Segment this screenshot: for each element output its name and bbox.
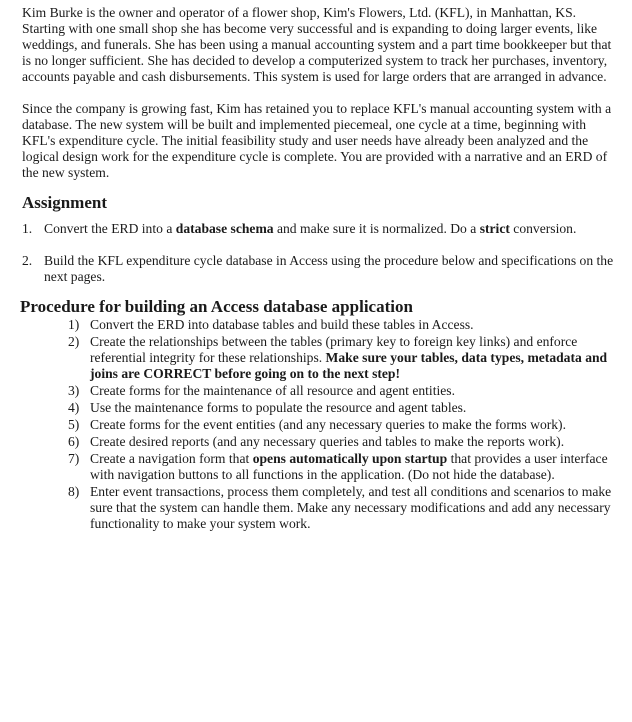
procedure-step-number: 7) <box>68 451 80 466</box>
procedure-step-number: 8) <box>68 484 80 499</box>
procedure-step-text: Create forms for the maintenance of all resource and agent entities. <box>90 383 455 398</box>
assignment-item-text: Convert the ERD into a <box>44 221 176 236</box>
assignment-heading: Assignment <box>22 193 108 212</box>
procedure-step-1 <box>22 317 618 333</box>
procedure-step-number: 5) <box>68 417 80 432</box>
procedure-step-text: Create desired reports (and any necessary queries and tables to make the reports work). <box>90 434 565 449</box>
assignment-item-2 <box>22 253 618 285</box>
procedure-step-number: 6) <box>68 434 80 449</box>
procedure-step-number: 2) <box>68 334 80 349</box>
assignment-list <box>22 221 618 285</box>
assignment-item-text: conversion. <box>509 221 577 236</box>
assignment-item-text: and make sure it is normalized. Do a <box>273 221 480 236</box>
procedure-step-5 <box>22 417 618 433</box>
procedure-step-6 <box>22 434 618 450</box>
procedure-step-number: 1) <box>68 317 80 332</box>
procedure-step-2 <box>22 334 618 382</box>
assignment-item-number: 2. <box>22 253 33 268</box>
assignment-item-text: Build the KFL expenditure cycle database in Access using the procedure below and specifications on the next pages. <box>44 253 614 284</box>
assignment-item-number: 1. <box>22 221 33 236</box>
procedure-heading: Procedure for building an Access database application <box>20 297 413 316</box>
procedure-step-text: Create forms for the event entities (and any necessary queries to make the forms work). <box>90 417 566 432</box>
procedure-step-text: Convert the ERD into database tables and build these tables in Access. <box>90 317 474 332</box>
procedure-step-text: Create the relationships between the tables (primary key to foreign key links) and enforce referential integrity for these relationships. <box>90 334 578 365</box>
procedure-step-7 <box>22 451 618 483</box>
procedure-step-number: 3) <box>68 383 80 398</box>
assignment-item-bold: strict <box>479 221 510 236</box>
procedure-step-text: that provides a user interface with navigation buttons to all functions in the application. (Do not hide the database). <box>90 451 608 482</box>
procedure-list <box>22 317 618 532</box>
procedure-step-text: Enter event transactions, process them completely, and test all conditions and scenarios to make sure that the system can handle them. Make any necessary modifications and add any necessary functionality to make your system work. <box>90 484 612 531</box>
procedure-step-3 <box>22 383 618 399</box>
procedure-step-4 <box>22 400 618 416</box>
procedure-step-text: Create a navigation form that <box>90 451 253 466</box>
procedure-step-8 <box>22 484 618 532</box>
intro-paragraph-2: Since the company is growing fast, Kim has retained you to replace KFL's manual accounting system with a database. The new system will be built and implemented piecemeal, one cycle at a time, beginning with KFL's expenditure cycle. The initial feasibility study and user needs have already been analyzed and the logical design work for the expenditure cycle is complete. You are provided with a narrative and an ERD of the new system. <box>22 101 612 180</box>
assignment-item-bold: database schema <box>175 221 274 236</box>
procedure-step-bold: Make sure your tables, data types, metadata and joins are CORRECT before going on to the next step! <box>90 350 608 381</box>
procedure-step-bold: opens automatically upon startup <box>252 451 448 466</box>
procedure-step-number: 4) <box>68 400 80 415</box>
assignment-item-1 <box>22 221 618 237</box>
intro-paragraph-1: Kim Burke is the owner and operator of a flower shop, Kim's Flowers, Ltd. (KFL), in Manhattan, KS. Starting with one small shop she has become very successful and is expanding to doing larger events, like weddings, and funerals. She has been using a manual accounting system and a part time bookkeeper but that is no longer sufficient. She has decided to develop a computerized system to track her purchases, inventory, accounts payable and cash disbursements. This system is used for large orders that are arranged in advance. <box>22 5 612 84</box>
procedure-step-text: Use the maintenance forms to populate the resource and agent tables. <box>90 400 467 415</box>
